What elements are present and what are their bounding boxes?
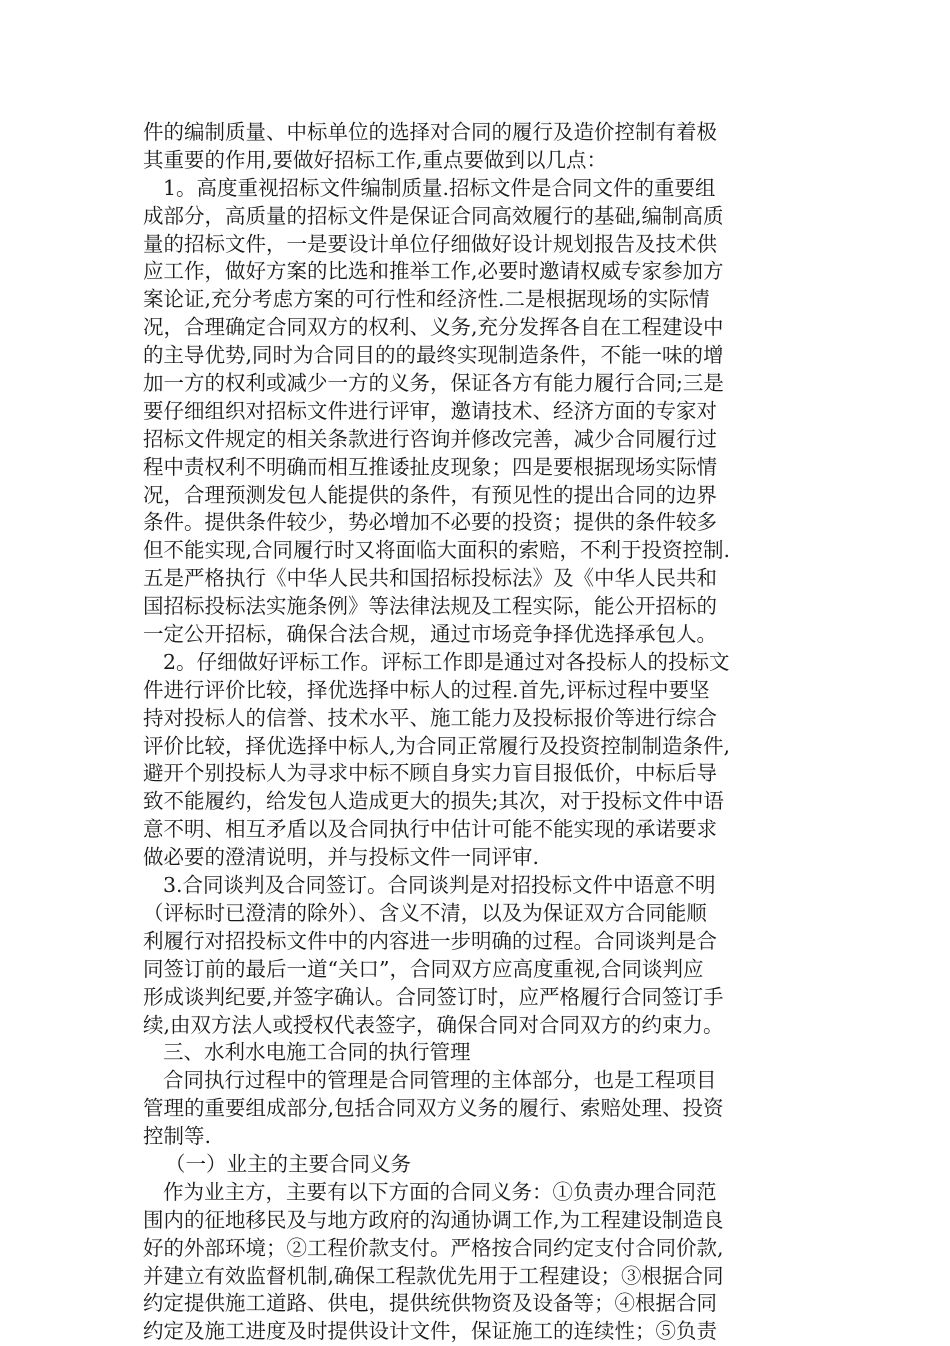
text-line: 避开个别投标人为寻求中标不顾自身实力盲目报低价，中标后导: [143, 761, 717, 786]
text-line: 评价比较，择优选择中标人,为合同正常履行及投资控制制造条件,: [143, 733, 731, 758]
text-line: 招标文件规定的相关条款进行咨询并修改完善，减少合同履行过: [143, 426, 717, 451]
text-line: （一）业主的主要合同义务: [165, 1151, 411, 1176]
text-line: 案论证,充分考虑方案的可行性和经济性.二是根据现场的实际情: [143, 287, 710, 312]
text-line: 并建立有效监督机制,确保工程款优先用于工程建设；③根据合同: [143, 1263, 724, 1288]
text-line: 五是严格执行《中华人民共和国招标投标法》及《中华人民共和: [143, 566, 717, 591]
text-line: 同签订前的最后一道“关口”，合同双方应高度重视,合同谈判应: [143, 956, 704, 981]
text-line: 续,由双方法人或授权代表签字，确保合同对合同双方的约束力。: [143, 1012, 724, 1037]
text-line: 合同执行过程中的管理是合同管理的主体部分，也是工程项目: [163, 1068, 717, 1093]
body-text: [143, 119, 823, 1346]
text-line: 3.合同谈判及合同签订。合同谈判是对招投标文件中语意不明: [163, 873, 716, 898]
text-line: 一定公开招标，确保合法合规，通过市场竞争择优选择承包人。: [143, 622, 717, 647]
text-line: 况，合理预测发包人能提供的条件，有预见性的提出合同的边界: [143, 482, 717, 507]
text-line: 况，合理确定合同双方的权利、义务,充分发挥各自在工程建设中: [143, 315, 724, 340]
text-line: 量的招标文件，一是要设计单位仔细做好设计规划报告及技术供: [143, 231, 717, 256]
text-line: 控制等.: [143, 1124, 212, 1149]
text-line: 件进行评价比较，择优选择中标人的过程.首先,评标过程中要坚: [143, 677, 710, 702]
text-line: 利履行对招投标文件中的内容进一步明确的过程。合同谈判是合: [143, 928, 717, 953]
text-line: 作为业主方，主要有以下方面的合同义务：①负责办理合同范: [163, 1179, 717, 1204]
text-line: 条件。提供条件较少，势必增加不必要的投资；提供的条件较多: [143, 510, 717, 535]
text-line: 形成谈判纪要,并签字确认。合同签订时，应严格履行合同签订手: [143, 984, 724, 1009]
text-line: 但不能实现,合同履行时又将面临大面积的索赔，不利于投资控制.: [143, 538, 731, 563]
text-line: 加一方的权利或减少一方的义务，保证各方有能力履行合同;三是: [143, 371, 724, 396]
text-line: 持对投标人的信誉、技术水平、施工能力及投标报价等进行综合: [143, 705, 717, 730]
text-line: 国招标投标法实施条例》等法律法规及工程实际，能公开招标的: [143, 594, 717, 619]
text-line: 成部分，高质量的招标文件是保证合同高效履行的基础,编制高质: [143, 203, 724, 228]
text-line: 件的编制质量、中标单位的选择对合同的履行及造价控制有着极: [143, 120, 717, 144]
text-line: 2。仔细做好评标工作。评标工作即是通过对各投标人的投标文: [163, 649, 730, 674]
text-line: （评标时已澄清的除外）、含义不清，以及为保证双方合同能顺: [143, 900, 707, 925]
text-line: 程中责权利不明确而相互推诿扯皮现象；四是要根据现场实际情: [143, 454, 717, 479]
text-line: 三、水利水电施工合同的执行管理: [163, 1040, 471, 1065]
text-line: 其重要的作用,要做好招标工作,重点要做到以几点：: [143, 147, 608, 172]
text-line: 做必要的澄清说明，并与投标文件一同评审.: [143, 845, 540, 870]
text-line: 围内的征地移民及与地方政府的沟通协调工作,为工程建设制造良: [143, 1207, 724, 1232]
text-line: 致不能履约，给发包人造成更大的损失;其次，对于投标文件中语: [143, 789, 724, 814]
text-line: 好的外部环境；②工程价款支付。严格按合同约定支付合同价款,: [143, 1235, 724, 1260]
text-line: 约定提供施工道路、供电，提供统供物资及设备等；④根据合同: [143, 1291, 717, 1316]
text-line: 要仔细组织对招标文件进行评审，邀请技术、经济方面的专家对: [143, 398, 717, 423]
text-line: 约定及施工进度及时提供设计文件，保证施工的连续性；⑤负责: [143, 1319, 717, 1344]
text-line: 的主导优势,同时为合同目的的最终实现制造条件，不能一味的增: [143, 343, 724, 368]
text-line: 管理的重要组成部分,包括合同双方义务的履行、索赔处理、投资: [143, 1096, 724, 1121]
text-line: 应工作，做好方案的比选和推举工作,必要时邀请权威专家参加方: [143, 259, 724, 284]
text-line: 意不明、相互矛盾以及合同执行中估计可能不能实现的承诺要求: [143, 817, 717, 842]
text-line: 1。高度重视招标文件编制质量.招标文件是合同文件的重要组: [163, 175, 716, 200]
